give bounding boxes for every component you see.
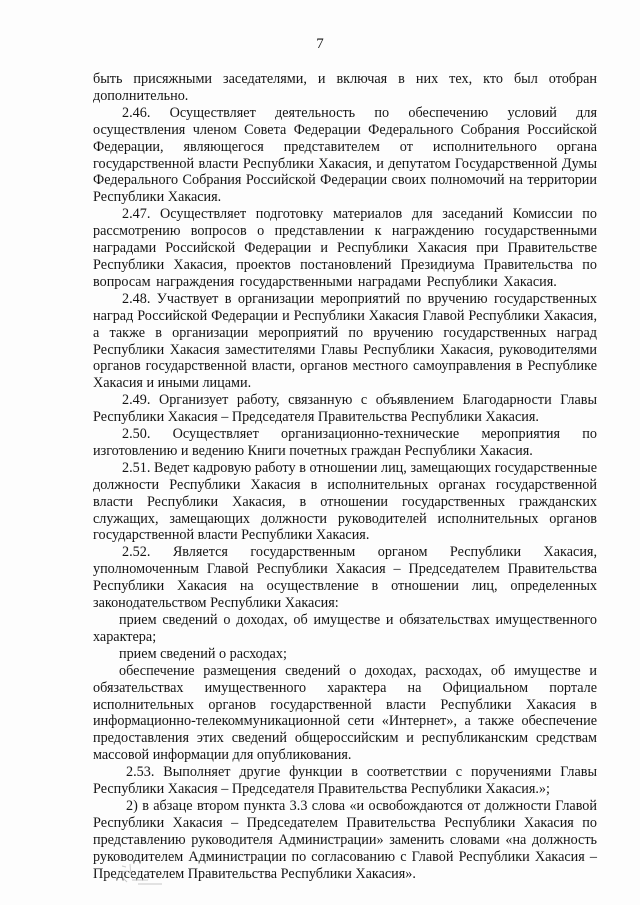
paragraph-2-49: 2.49. Организует работу, связанную с объявлением Благодарности Главы Республики Хакасия – Председателя Правительства Республики Хакасия. <box>93 392 597 426</box>
list-item-income: прием сведений о доходах, об имуществе и обязательствах имущественного характера; <box>93 612 597 645</box>
paragraph-2-50: 2.50. Осуществляет организационно-технические мероприятия по изготовлению и ведению Книги почетных граждан Республики Хакасия. <box>93 426 597 459</box>
list-item-publication: обеспечение размещения сведений о доходах, расходах, об имуществе и обязательствах имущественного характера на Официальном портале исполнительных органов государственной власти Республики Хакасия в информационно-телекоммуникационной сети «Интернет», а также обеспечение предоставления этих сведений общероссийским и республиканским средствам массовой информации для опубликования. <box>93 662 597 764</box>
paragraph-2-48: 2.48. Участвует в организации мероприятий по вручению государственных наград Российской Федерации и Республики Хакасия Главой Республики Хакасия, а также в организации мероприятий по вручению государственных наград Республики Хакасия заместителями Главы Республики Хакасия, руководителями органов государственной власти, органов местного самоуправления в Республике Хакасия и иными лицами. <box>93 290 597 392</box>
list-item-expenses: прием сведений о расходах; <box>119 645 287 662</box>
document-body <box>93 71 597 883</box>
paragraph-2-51: 2.51. Ведет кадровую работу в отношении лиц, замещающих государственные должности Республики Хакасия в исполнительных органах государственной власти Республики Хакасия, в отношении государственных гражданских служащих, замещающих должности руководителей исполнительных органов государственной власти Республики Хакасия. <box>93 459 597 544</box>
page-number: 7 <box>316 36 324 52</box>
paragraph-2-46: 2.46. Осуществляет деятельность по обеспечению условий для осуществления членом Совета Федерации Федерального Собрания Российской Федерации, являющегося представителем от исполнительного органа государственной власти Республики Хакасия, и депутатом Государственной Думы Федерального Собрания Российской Федерации своих полномочий на территории Республики Хакасия. <box>93 104 597 206</box>
paragraph-amendment-2: 2) в абзаце втором пункта 3.3 слова «и освобождаются от должности Главой Республики Хакасия – Председателем Правительства Республики Хакасия по представлению руководителя Администрации» заменить словами «на должность руководителем Администрации по согласованию с Главой Республики Хакасия – Председателем Правительства Республики Хакасия». <box>93 797 597 882</box>
paragraph-2-53: 2.53. Выполняет другие функции в соответствии с поручениями Главы Республики Хакасия – Председателя Правительства Республики Хакасия.»; <box>93 764 597 798</box>
paragraph-2-52: 2.52. Является государственным органом Республики Хакасия, уполномоченным Главой Республики Хакасия – Председателем Правительства Республики Хакасия на осуществление в отношении лиц, определенных законодательством Республики Хакасия: <box>93 544 597 612</box>
signature-mark <box>118 858 178 888</box>
paragraph-2-47: 2.47. Осуществляет подготовку материалов для заседаний Комиссии по рассмотрению вопросов о представлении к награждению государственными наградами Российской Федерации и Республики Хакасия при Правительстве Республики Хакасия, проектов постановлений Президиума Правительства по вопросам награждения государственными наградами Республики Хакасия. <box>93 206 597 290</box>
paragraph-continuation: быть присяжными заседателями, и включая в них тех, кто был отобран дополнительно. <box>93 71 597 104</box>
